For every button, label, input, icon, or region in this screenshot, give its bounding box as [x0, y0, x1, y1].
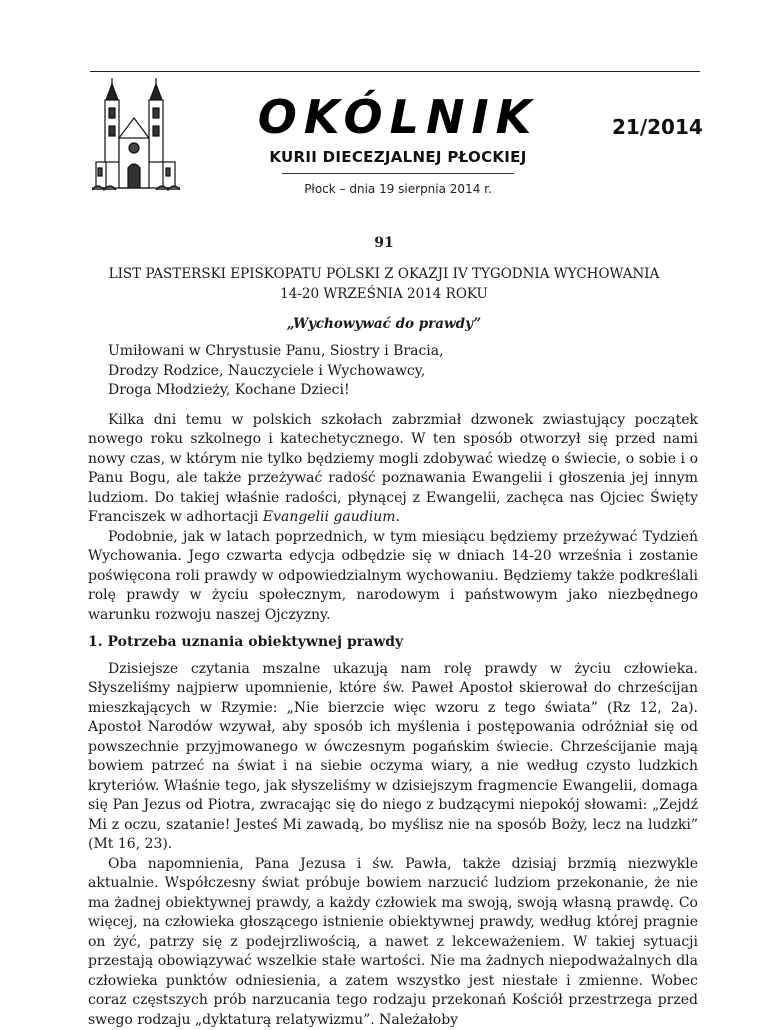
church-logo: [92, 78, 180, 198]
paragraph-text: Kilka dni temu w polskich szkołach zabrzmiał dzwonek zwiastujący początek nowego roku szkolnego i katechetycznego. W ten sposób otworzył się przed nami nowy czas, w którym nie tylko będziemy mogli zdobywać wiedzę o świecie, o sobie i o Panu Bogu, ale także przeżywać radość poznawania Ewangelii i głoszenia jej innym ludziom. Do takiej właśnie radości, płynącej z Ewangelii, zachęca nas Ojciec Święty Franciszek w adhortacji: [88, 412, 698, 526]
paragraph: Podobnie, jak w latach poprzednich, w tym miesiącu będziemy przeżywać Tydzień Wychowania. Jego czwarta edycja odbędzie się w dniach 14-20 września i zostanie poświęcona roli prawdy w odpowiedzialnym wychowaniu. Będziemy także podkreślali rolę prawdy w życiu społecznym, narodowym i państwowym jako niezbędnego warunku rozwoju naszej Ojczyzny.: [88, 528, 698, 626]
paragraph: [88, 411, 698, 528]
masthead-title: OKÓLNIK: [248, 92, 548, 142]
paragraph: Oba napomnienia, Pana Jezusa i św. Pawła, także dzisiaj brzmią niezwykle aktualnie. Współczesny świat próbuje bowiem narzucić ludziom przekonanie, że nie ma żadnej obiektywnej prawdy, a każdy człowiek ma swoją, swoją własną prawdę. Co więcej, na człowieka głoszącego istnienie obiektywnej prawdy, według której pragnie on żyć, patrzy się z podejrzliwością, a nawet z lekceważeniem. W takiej sytuacji przestają obowiązywać wszelkie stałe wartości. Nie ma żadnych niepodważalnych dla człowieka punktów odniesienia, a zatem wszystko jest niestałe i zmienne. Wobec coraz częstszych prób narzucania tego rodzaju przekonań Kościół przestrzega przed swego rodzaju „dyktaturą relatywizmu”. Należałoby: [88, 855, 698, 1030]
greeting-line: Droga Młodzieży, Kochane Dzieci!: [88, 381, 698, 401]
dateline: Płock – dnia 19 sierpnia 2014 r.: [248, 182, 548, 196]
masthead-subtitle: KURII DIECEZJALNEJ PŁOCKIEJ: [248, 148, 548, 166]
greeting-line: Drodzy Rodzice, Nauczyciele i Wychowawcy,: [88, 362, 698, 382]
greeting-line: Umiłowani w Chrystusie Panu, Siostry i Bracia,: [88, 342, 698, 362]
paragraph-italic: Evangelii gaudium: [263, 509, 396, 525]
document-number: 91: [0, 235, 768, 251]
document-title: [96, 264, 672, 304]
masthead-separator: [282, 173, 514, 174]
issue-number: 21/2014: [612, 115, 703, 139]
greeting: [88, 342, 698, 401]
letter-body: [88, 342, 698, 1030]
paragraph: Dzisiejsze czytania mszalne ukazują nam rolę prawdy w życiu człowieka. Słyszeliśmy najpierw upomnienie, które św. Paweł Apostoł skierował do chrześcijan mieszkających w Rzymie: „Nie bierzcie więc wzoru z tego świata” (Rz 12, 2a). Apostoł Narodów wzywał, aby sposób ich myślenia i postępowania odróżniał się od powszechnie przyjmowanego w ówczesnym pogańskim świecie. Chrześcijanie mają bowiem patrzeć na świat i na siebie oczyma wiary, a nie według czysto ludzkich kryteriów. Właśnie tego, jak słyszeliśmy w dzisiejszym fragmencie Ewangelii, domaga się Pan Jezus od Piotra, zwracając się do niego z budzącymi niepokój słowami: „Zejdź Mi z oczu, szatanie! Jesteś Mi zawadą, bo myślisz nie na sposób Boży, lecz na ludzki” (Mt 16, 23).: [88, 660, 698, 855]
motto: „Wychowywać do prawdy”: [0, 316, 768, 332]
masthead: [248, 92, 548, 196]
section-heading: 1. Potrzeba uznania obiektywnej prawdy: [88, 633, 698, 653]
title-line: LIST PASTERSKI EPISKOPATU POLSKI Z OKAZJI IV TYGODNIA WYCHOWANIA: [96, 264, 672, 284]
paragraph-end: .: [396, 509, 400, 525]
header-rule: [90, 71, 700, 72]
title-line: 14-20 WRZEŚNIA 2014 ROKU: [96, 284, 672, 304]
